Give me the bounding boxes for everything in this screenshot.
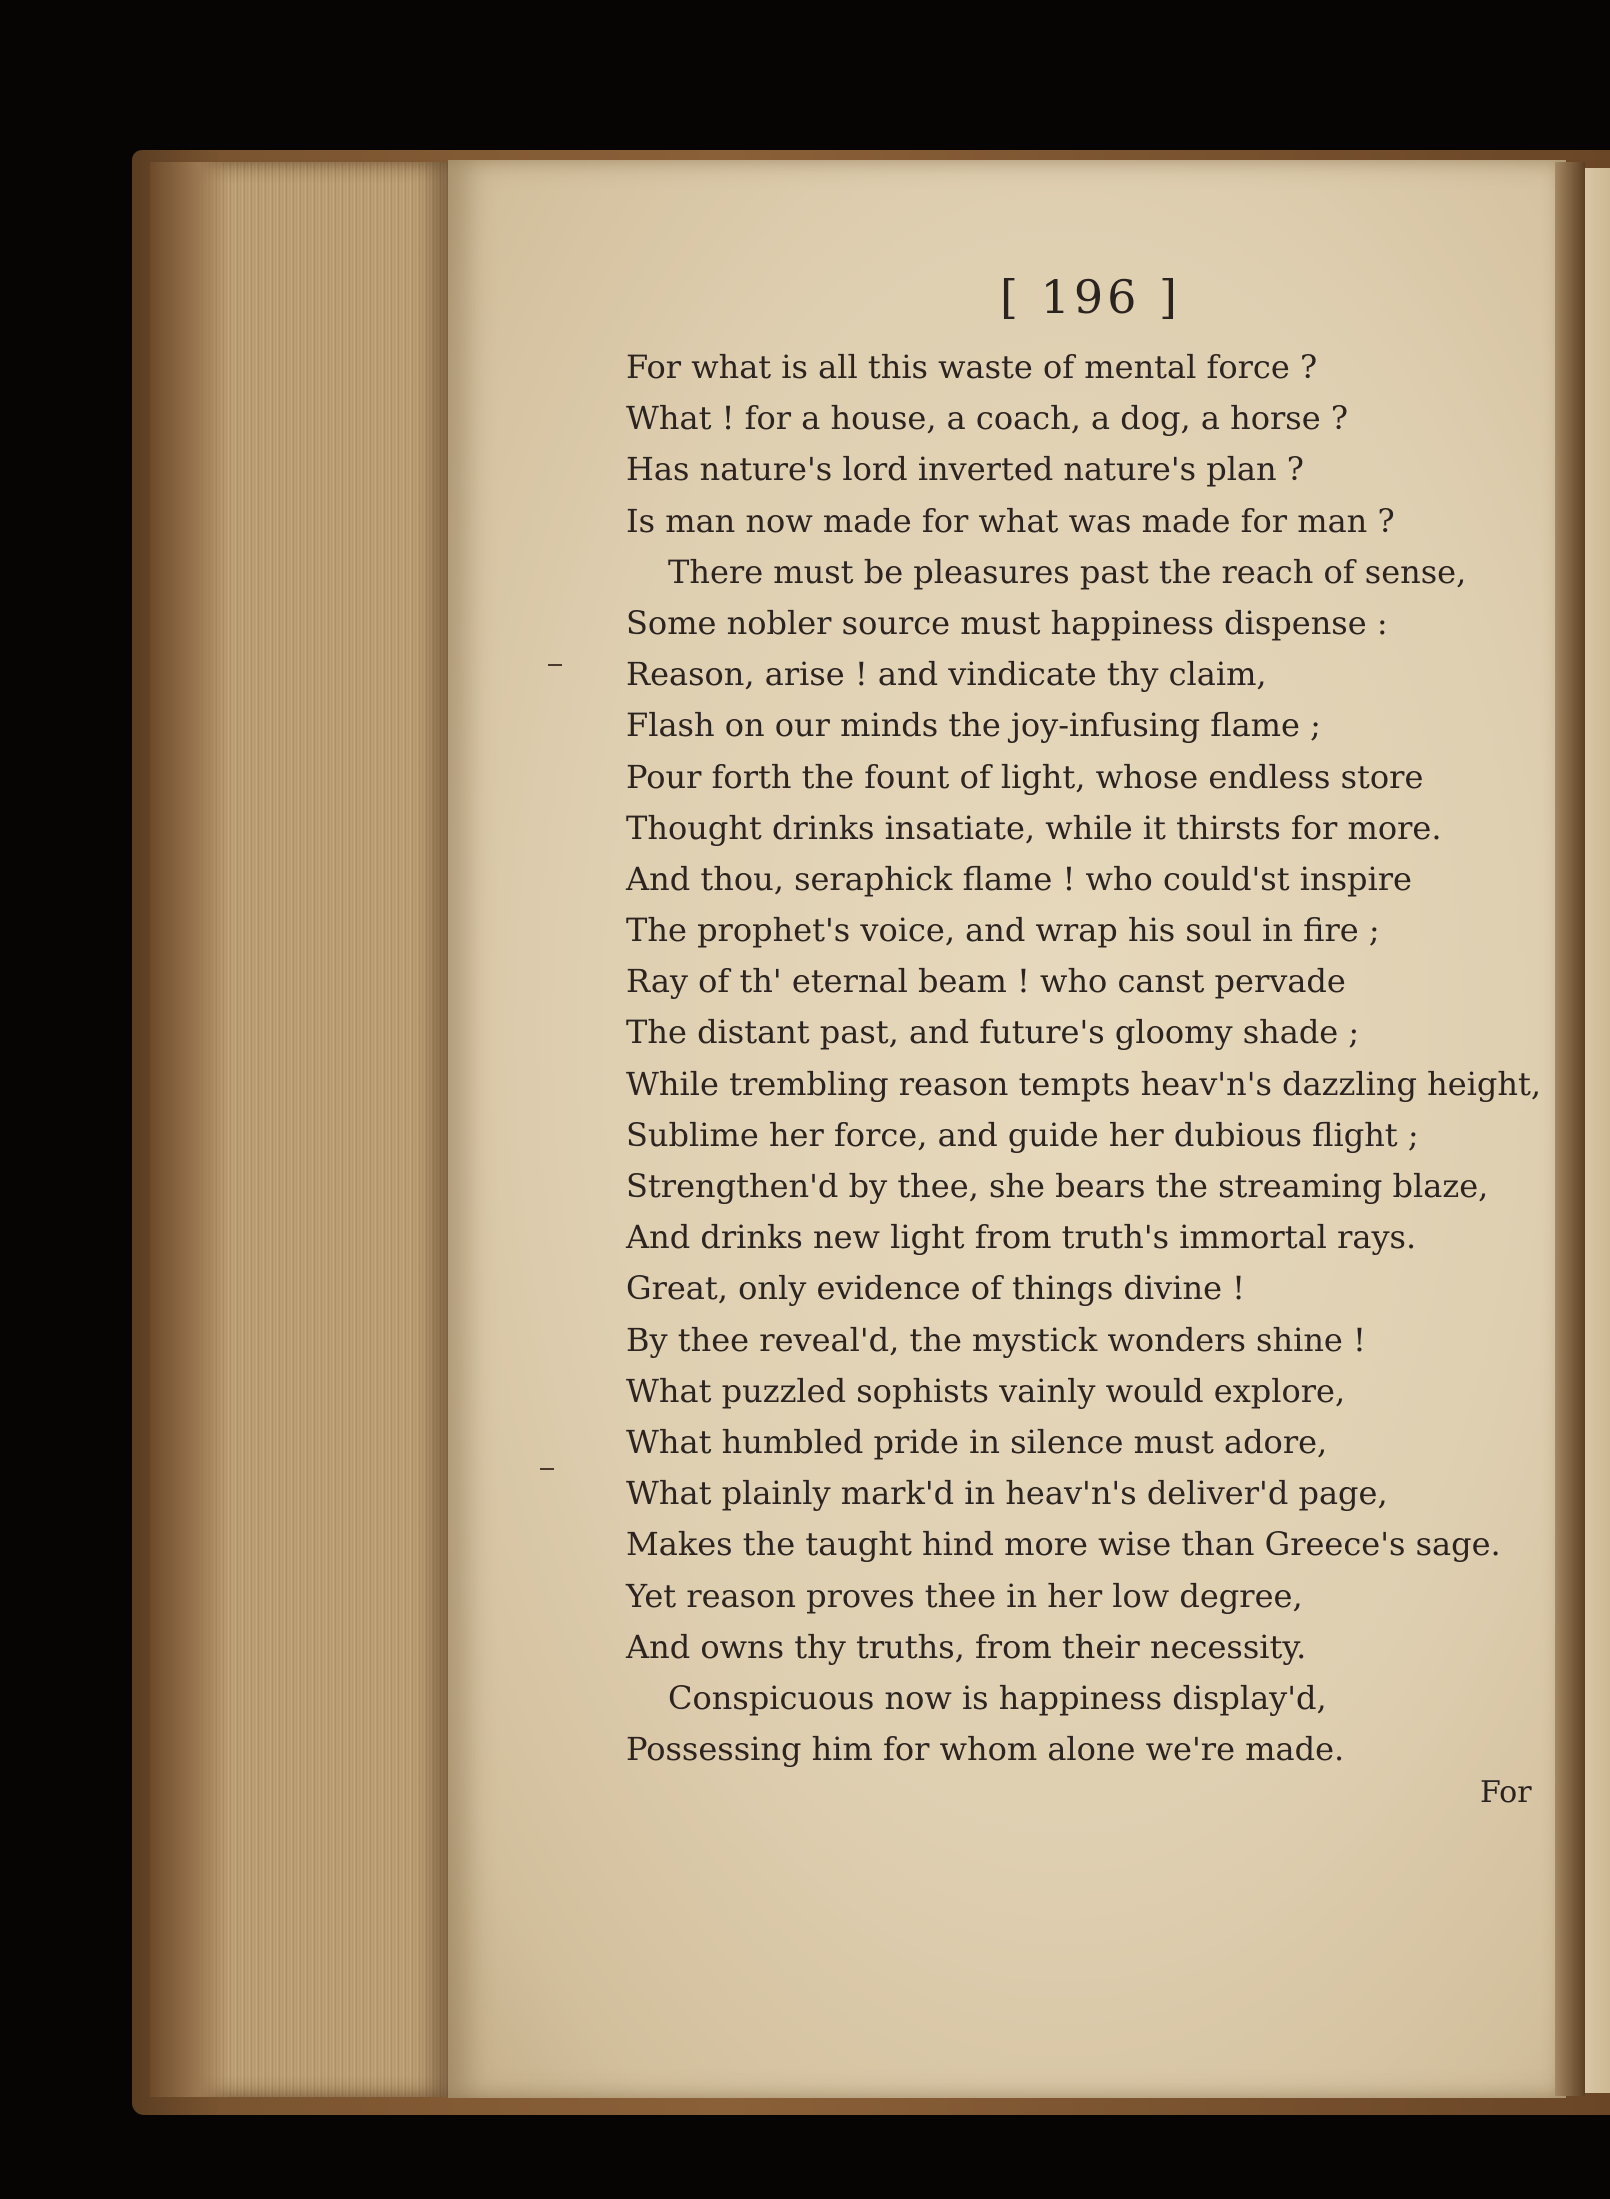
- poem-line: Pour forth the fount of light, whose endless store: [626, 757, 1424, 796]
- poem-line: What plainly mark'd in heav'n's deliver'd page,: [626, 1474, 1388, 1513]
- poem-line: Strengthen'd by thee, she bears the streaming blaze,: [626, 1167, 1489, 1205]
- poem-line: Ray of th' eternal beam ! who canst pervade: [626, 962, 1346, 1001]
- poem-line: What humbled pride in silence must adore,: [626, 1422, 1328, 1461]
- poem-line: Possessing him for whom alone we're made.: [626, 1730, 1345, 1769]
- poem-line: Sublime her force, and guide her dubious flight ;: [626, 1115, 1419, 1154]
- poem-line: Flash on our minds the joy-infusing flame ;: [626, 706, 1321, 745]
- poem-line: The prophet's voice, and wrap his soul in fire ;: [626, 911, 1380, 950]
- catchword: For: [1480, 1775, 1532, 1810]
- gutter-shadow: [1555, 162, 1585, 2096]
- poem-line: By thee reveal'd, the mystick wonders shine !: [626, 1320, 1366, 1359]
- poem-line: Conspicuous now is happiness display'd,: [668, 1678, 1327, 1717]
- poem-line: Great, only evidence of things divine !: [626, 1269, 1246, 1308]
- poem-line: And owns thy truths, from their necessity.: [626, 1627, 1307, 1666]
- poem-line: Thought drinks insatiate, while it thirsts for more.: [626, 808, 1442, 847]
- poem-line: Some nobler source must happiness dispense :: [626, 603, 1388, 642]
- facing-page-edge: [1585, 168, 1610, 2093]
- poem-line: And thou, seraphick flame ! who could'st inspire: [626, 859, 1412, 898]
- poem-line: There must be pleasures past the reach of sense,: [668, 552, 1467, 591]
- poem-line: Is man now made for what was made for man ?: [626, 501, 1395, 540]
- poem-line: What ! for a house, a coach, a dog, a horse ?: [626, 399, 1348, 438]
- poem-line: Yet reason proves thee in her low degree,: [626, 1576, 1303, 1615]
- poem-line: What puzzled sophists vainly would explore,: [626, 1371, 1346, 1410]
- page-number: [ 196 ]: [1000, 270, 1181, 324]
- poem-line: For what is all this waste of mental force ?: [626, 348, 1318, 386]
- margin-mark: [548, 664, 562, 666]
- poem-line: Has nature's lord inverted nature's plan ?: [626, 450, 1304, 489]
- poem-line: Reason, arise ! and vindicate thy claim,: [626, 655, 1267, 694]
- poem-line: The distant past, and future's gloomy shade ;: [626, 1013, 1360, 1052]
- page-edges-shadow: [150, 162, 230, 2097]
- margin-mark: [540, 1468, 554, 1470]
- poem-line: And drinks new light from truth's immortal rays.: [626, 1218, 1417, 1257]
- poem-line: Makes the taught hind more wise than Greece's sage.: [626, 1525, 1501, 1564]
- poem-line: While trembling reason tempts heav'n's dazzling height,: [626, 1064, 1542, 1103]
- poem-text: [626, 342, 1541, 1775]
